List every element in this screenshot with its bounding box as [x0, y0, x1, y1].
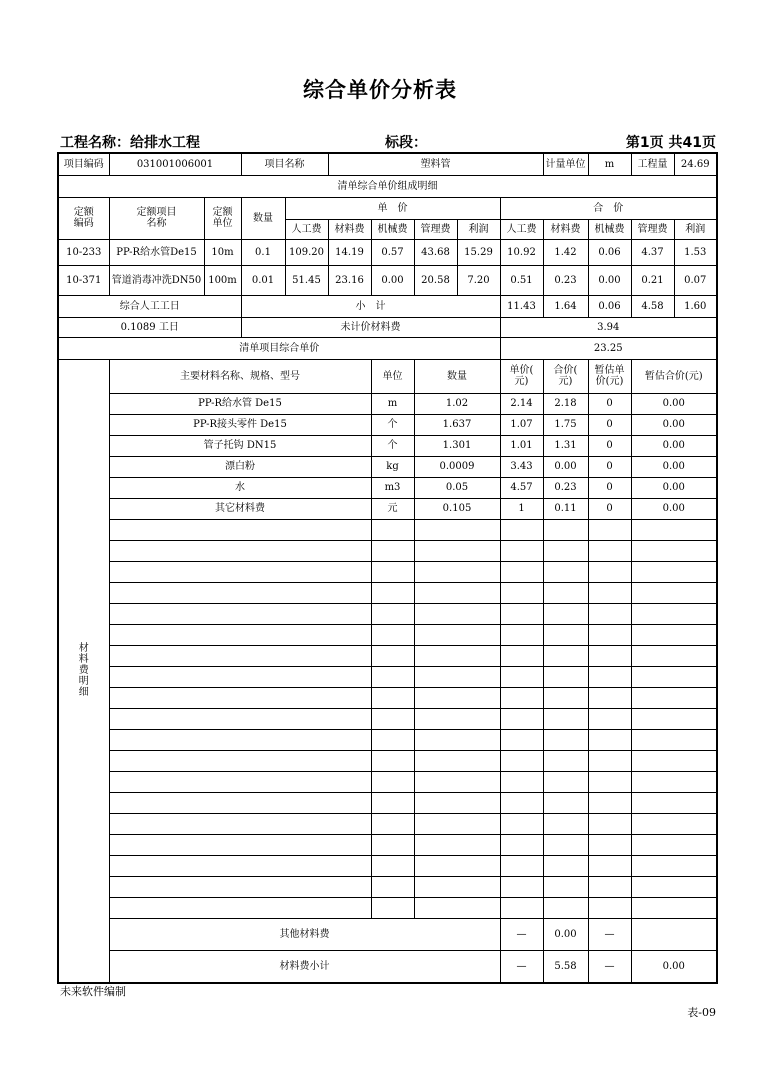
material-row: [58, 435, 717, 456]
header-unit-price: 单 价: [285, 197, 500, 219]
quota-unit: 100m: [204, 265, 241, 295]
mat-header-qty: 数量: [414, 359, 500, 393]
quota-qty: 0.01: [241, 265, 285, 295]
material-empty-row: [58, 834, 717, 855]
material-name: PP-R给水管 De15: [109, 393, 371, 414]
material-est-price: 0: [588, 435, 631, 456]
quota-cell: 1.53: [674, 239, 717, 265]
composite-row: [58, 337, 717, 359]
labor-days-value: 0.1089 工日: [58, 317, 241, 337]
material-price: 1: [500, 498, 543, 519]
material-empty-row: [58, 813, 717, 834]
quota-code: 10-233: [58, 239, 109, 265]
quota-cell: 15.29: [457, 239, 500, 265]
sub-header: 管理费: [631, 219, 674, 239]
analysis-table: [57, 152, 718, 984]
subtotal-cell: 11.43: [500, 295, 543, 317]
material-unit: m3: [371, 477, 414, 498]
material-row: [58, 498, 717, 519]
header-quota-unit: 定额 单位: [204, 197, 241, 239]
form-code: 表-09: [687, 1006, 716, 1019]
material-qty: 1.637: [414, 414, 500, 435]
page-indicator: 第1页 共41页: [625, 135, 716, 151]
material-total: 1.75: [543, 414, 588, 435]
material-section-label: 材 料 费 明 细: [58, 359, 109, 983]
other-est-price: —: [588, 918, 631, 950]
header-total-price: 合 价: [500, 197, 717, 219]
sum-price: —: [500, 950, 543, 983]
unpriced-value: 3.94: [500, 317, 717, 337]
qty-value: 24.69: [674, 153, 717, 175]
quota-cell: 0.00: [588, 265, 631, 295]
material-empty-row: [58, 540, 717, 561]
material-empty-row: [58, 897, 717, 918]
material-name: 漂白粉: [109, 456, 371, 477]
material-empty-row: [58, 624, 717, 645]
material-empty-row: [58, 561, 717, 582]
material-header-row: [58, 359, 717, 393]
material-empty-row: [58, 708, 717, 729]
sum-est-price: —: [588, 950, 631, 983]
quota-code: 10-371: [58, 265, 109, 295]
material-empty-row: [58, 792, 717, 813]
sub-header: 机械费: [588, 219, 631, 239]
unit-label: 计量单位: [543, 153, 588, 175]
material-unit: m: [371, 393, 414, 414]
material-est-total: 0.00: [631, 435, 717, 456]
item-code: 031001006001: [109, 153, 241, 175]
quota-cell: 0.57: [371, 239, 414, 265]
material-qty: 1.301: [414, 435, 500, 456]
project-name: 工程名称：给排水工程: [60, 135, 200, 151]
detail-header-row: [58, 197, 717, 219]
material-empty-row: [58, 771, 717, 792]
quota-cell: 43.68: [414, 239, 457, 265]
material-name: 其它材料费: [109, 498, 371, 519]
quota-cell: 14.19: [328, 239, 371, 265]
subtotal-cell: 4.58: [631, 295, 674, 317]
sub-header: 材料费: [543, 219, 588, 239]
quota-cell: 0.51: [500, 265, 543, 295]
material-price: 2.14: [500, 393, 543, 414]
material-est-price: 0: [588, 414, 631, 435]
mat-header-est-total: 暂估合价(元): [631, 359, 717, 393]
material-unit: kg: [371, 456, 414, 477]
material-qty: 0.0009: [414, 456, 500, 477]
material-empty-row: [58, 687, 717, 708]
detail-section-title: 清单综合单价组成明细: [58, 175, 717, 197]
mat-header-price: 单价( 元): [500, 359, 543, 393]
sum-est-total: 0.00: [631, 950, 717, 983]
material-est-total: 0.00: [631, 414, 717, 435]
unpriced-label: 未计价材料费: [241, 317, 500, 337]
material-price: 4.57: [500, 477, 543, 498]
other-price: —: [500, 918, 543, 950]
software-credit: 未来软件编制: [60, 985, 126, 998]
quota-cell: 20.58: [414, 265, 457, 295]
quota-cell: 7.20: [457, 265, 500, 295]
info-row: [58, 153, 717, 175]
page-title: 综合单价分析表: [303, 78, 457, 102]
material-unit: 元: [371, 498, 414, 519]
material-empty-row: [58, 666, 717, 687]
sub-header: 机械费: [371, 219, 414, 239]
material-total: 0.23: [543, 477, 588, 498]
sub-header: 利润: [457, 219, 500, 239]
material-qty: 0.105: [414, 498, 500, 519]
quota-cell: 0.23: [543, 265, 588, 295]
quota-cell: 0.06: [588, 239, 631, 265]
qty-label: 工程量: [631, 153, 674, 175]
material-name: 管子托钩 DN15: [109, 435, 371, 456]
quota-unit: 10m: [204, 239, 241, 265]
other-est-total: [631, 918, 717, 950]
sum-total: 5.58: [543, 950, 588, 983]
material-price: 1.07: [500, 414, 543, 435]
material-qty: 1.02: [414, 393, 500, 414]
header-quota-item: 定额项目 名称: [109, 197, 204, 239]
mat-header-name: 主要材料名称、规格、型号: [109, 359, 371, 393]
header-quota-code: 定额 编码: [58, 197, 109, 239]
quota-cell: 0.21: [631, 265, 674, 295]
material-name: PP-R接头零件 De15: [109, 414, 371, 435]
quota-qty: 0.1: [241, 239, 285, 265]
subtotal-cell: 0.06: [588, 295, 631, 317]
material-empty-row: [58, 645, 717, 666]
unit-value: m: [588, 153, 631, 175]
quota-cell: 10.92: [500, 239, 543, 265]
material-est-total: 0.00: [631, 393, 717, 414]
other-materials-row: [58, 918, 717, 950]
material-est-total: 0.00: [631, 477, 717, 498]
material-total: 1.31: [543, 435, 588, 456]
material-total: 2.18: [543, 393, 588, 414]
detail-title-row: [58, 175, 717, 197]
mat-header-est-price: 暂估单 价(元): [588, 359, 631, 393]
material-price: 3.43: [500, 456, 543, 477]
sub-header: 利润: [674, 219, 717, 239]
mat-header-total: 合价( 元): [543, 359, 588, 393]
quota-cell: 1.42: [543, 239, 588, 265]
material-total: 0.00: [543, 456, 588, 477]
material-empty-row: [58, 750, 717, 771]
quota-item: PP-R给水管De15: [109, 239, 204, 265]
material-subtotal-label: 材料费小计: [109, 950, 500, 983]
item-name: 塑料管: [328, 153, 543, 175]
composite-value: 23.25: [500, 337, 717, 359]
other-total: 0.00: [543, 918, 588, 950]
material-est-price: 0: [588, 456, 631, 477]
material-empty-row: [58, 582, 717, 603]
labor-days-label: 综合人工工日: [58, 295, 241, 317]
quota-cell: 0.07: [674, 265, 717, 295]
quota-row: [58, 239, 717, 265]
subtotal-row: [58, 295, 717, 317]
material-subtotal-row: [58, 950, 717, 983]
subtotal-label: 小 计: [241, 295, 500, 317]
material-empty-row: [58, 519, 717, 540]
material-est-total: 0.00: [631, 498, 717, 519]
material-est-total: 0.00: [631, 456, 717, 477]
material-name: 水: [109, 477, 371, 498]
quota-row: [58, 265, 717, 295]
other-materials-label: 其他材料费: [109, 918, 500, 950]
material-unit: 个: [371, 435, 414, 456]
material-total: 0.11: [543, 498, 588, 519]
quota-cell: 4.37: [631, 239, 674, 265]
material-row: [58, 414, 717, 435]
material-row: [58, 477, 717, 498]
code-label: 项目编码: [58, 153, 109, 175]
subtotal-cell: 1.60: [674, 295, 717, 317]
material-row: [58, 393, 717, 414]
quota-cell: 23.16: [328, 265, 371, 295]
material-est-price: 0: [588, 498, 631, 519]
quota-cell: 0.00: [371, 265, 414, 295]
sub-header: 人工费: [285, 219, 328, 239]
material-est-price: 0: [588, 393, 631, 414]
quota-item: 管道消毒冲洗DN50: [109, 265, 204, 295]
section-label: 标段：: [385, 135, 427, 151]
quota-cell: 109.20: [285, 239, 328, 265]
unpriced-row: [58, 317, 717, 337]
material-empty-row: [58, 855, 717, 876]
composite-label: 清单项目综合单价: [58, 337, 500, 359]
material-price: 1.01: [500, 435, 543, 456]
material-unit: 个: [371, 414, 414, 435]
sub-header: 管理费: [414, 219, 457, 239]
material-est-price: 0: [588, 477, 631, 498]
header-quantity: 数量: [241, 197, 285, 239]
material-row: [58, 456, 717, 477]
subtotal-cell: 1.64: [543, 295, 588, 317]
material-empty-row: [58, 603, 717, 624]
sub-header: 材料费: [328, 219, 371, 239]
quota-cell: 51.45: [285, 265, 328, 295]
name-label: 项目名称: [241, 153, 328, 175]
mat-header-unit: 单位: [371, 359, 414, 393]
material-empty-row: [58, 876, 717, 897]
sub-header: 人工费: [500, 219, 543, 239]
material-empty-row: [58, 729, 717, 750]
material-qty: 0.05: [414, 477, 500, 498]
